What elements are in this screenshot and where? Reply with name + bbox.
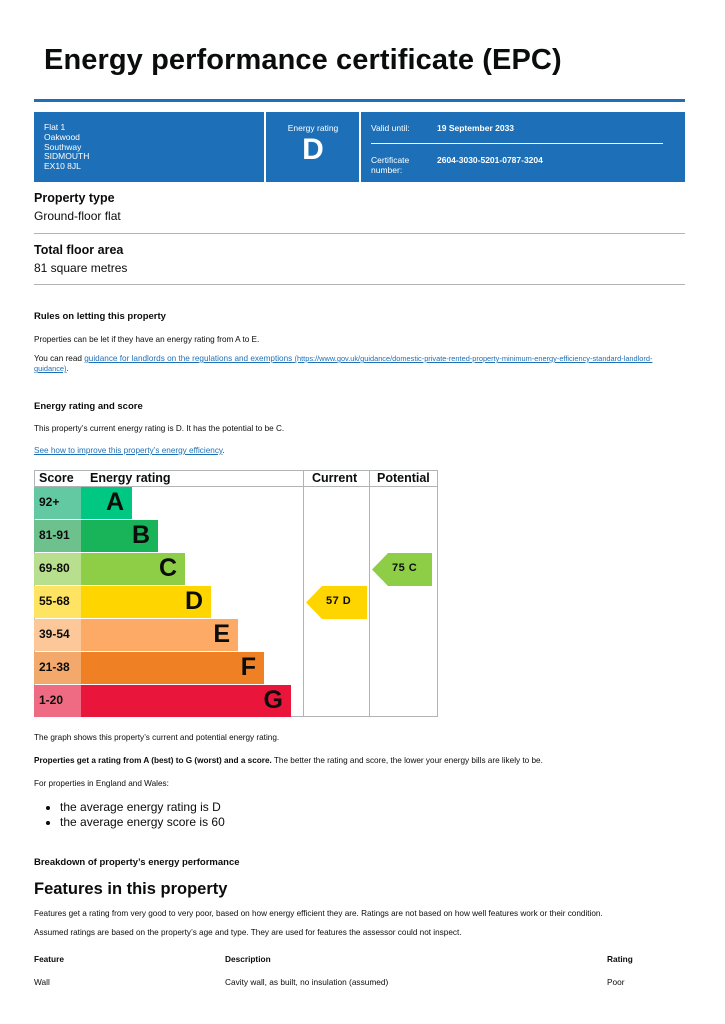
current-rating-arrow-label: 57 D xyxy=(326,595,352,607)
column-header-rating: Rating xyxy=(607,954,633,964)
band-letter: F xyxy=(240,653,256,681)
valid-until-value: 19 September 2033 xyxy=(437,123,515,133)
valid-until-label: Valid until: xyxy=(371,123,410,133)
rating-cell: Poor xyxy=(607,977,625,987)
banner-separator xyxy=(359,112,361,182)
band-letter: D xyxy=(184,587,203,615)
features-heading: Features in this property xyxy=(34,880,228,898)
band-bar-b xyxy=(81,520,158,552)
chart-header-score: Score xyxy=(39,471,74,485)
rating-explanation xyxy=(34,756,543,766)
certificate-number-value: 2604-3030-5201-0787-3204 xyxy=(437,155,543,165)
chart-header-energy-rating: Energy rating xyxy=(90,471,171,485)
floor-area-value: 81 square metres xyxy=(34,261,128,275)
list-item: • the average energy score is 60 xyxy=(60,815,225,830)
band-score-b xyxy=(34,520,81,552)
band-bar-e xyxy=(81,619,238,651)
property-type-value: Ground-floor flat xyxy=(34,209,121,223)
summary-divider xyxy=(34,284,685,285)
potential-rating-arrow xyxy=(372,553,432,586)
band-bar-g xyxy=(81,685,291,717)
band-letter: E xyxy=(213,620,230,648)
column-header-feature: Feature xyxy=(34,954,64,964)
band-score-label: 69-80 xyxy=(39,561,70,575)
band-score-label: 81-91 xyxy=(39,528,70,542)
description-cell: Cavity wall, as built, no insulation (assumed) xyxy=(225,977,389,987)
page-title: Energy performance certificate (EPC) xyxy=(44,44,562,76)
band-score-c xyxy=(34,553,81,585)
rating-heading: Energy rating and score xyxy=(34,401,143,412)
band-score-a xyxy=(34,487,81,519)
letting-text: Properties can be let if they have an energy rating from A to E. xyxy=(34,335,260,344)
guidance-prefix: You can read xyxy=(34,354,85,363)
letting-heading: Rules on letting this property xyxy=(34,311,166,322)
certificate-label-line: Certificate xyxy=(371,155,410,165)
band-score-label: 1-20 xyxy=(39,693,64,707)
list-item: • the average energy rating is D xyxy=(60,800,225,815)
address-line: Oakwood xyxy=(44,131,80,142)
potential-rating-arrow-label: 75 C xyxy=(392,562,418,574)
banner-divider xyxy=(371,143,663,144)
band-letter: B xyxy=(131,521,150,549)
band-score-label: 39-54 xyxy=(39,627,70,641)
rating-text: This property’s current energy rating is D. It has the potential to be C. xyxy=(34,424,285,433)
band-bar-d xyxy=(81,586,211,618)
current-rating-arrow xyxy=(306,586,367,619)
improve-efficiency-link[interactable]: See how to improve this property’s energy efficiency xyxy=(34,446,223,455)
property-address xyxy=(44,123,89,172)
chart-header-current: Current xyxy=(312,471,358,485)
band-score-label: 55-68 xyxy=(39,594,70,608)
address-line: SIDMOUTH xyxy=(44,151,90,162)
feature-cell: Wall xyxy=(34,977,50,987)
energy-rating-letter: D xyxy=(302,133,324,166)
property-type-label: Property type xyxy=(34,191,115,205)
band-score-label: 92+ xyxy=(39,495,60,509)
improve-link-line: See how to improve this property’s energy efficiency. xyxy=(34,446,225,455)
chart-column-rule xyxy=(369,470,370,717)
band-letter: C xyxy=(158,554,177,582)
band-score-g xyxy=(34,685,81,717)
band-score-d xyxy=(34,586,81,618)
england-wales-note: For properties in England and Wales: xyxy=(34,779,169,788)
band-score-label: 21-38 xyxy=(39,660,70,674)
address-line: Southway xyxy=(44,141,82,152)
band-letter: G xyxy=(263,686,283,714)
guidance-link[interactable]: guidance for landlords on the regulations and exemptions (https://www.gov.uk/guidance/domestic-private-rented-property-minimum-energy-efficiency-standard-landlord- guidance) xyxy=(34,354,653,373)
chart-column-rule xyxy=(303,470,304,717)
band-bar-f xyxy=(81,652,264,684)
certificate-number-label xyxy=(371,155,409,175)
band-letter: A xyxy=(105,488,124,516)
column-header-description: Description xyxy=(225,954,271,964)
rating-explanation-rest: The better the rating and score, the lower your energy bills are likely to be. xyxy=(271,756,543,765)
energy-rating-label: Energy rating xyxy=(287,123,339,133)
band-bar-c xyxy=(81,553,185,585)
rating-explanation-bold: Properties get a rating from A (best) to G (worst) and a score. xyxy=(34,756,272,765)
breakdown-heading: Breakdown of property’s energy performance xyxy=(34,857,240,868)
title-divider xyxy=(34,99,685,102)
letting-guidance xyxy=(34,354,685,374)
band-score-f xyxy=(34,652,81,684)
floor-area-label: Total floor area xyxy=(34,243,124,257)
banner-separator xyxy=(264,112,266,182)
energy-rating-chart xyxy=(34,470,438,717)
address-line: EX10 8JL xyxy=(44,161,81,172)
certificate-label-line: number: xyxy=(371,165,403,175)
band-bar-a xyxy=(81,487,132,519)
features-text: Features get a rating from very good to very poor, based on how energy efficient they are. Ratings are not based on how well features work or their condition. xyxy=(34,909,603,918)
graph-note: The graph shows this property’s current and potential energy rating. xyxy=(34,733,280,742)
chart-header-potential: Potential xyxy=(377,471,430,485)
assumed-text: Assumed ratings are based on the property’s age and type. They are used for features the assessor could not inspect. xyxy=(34,928,462,937)
guidance-suffix: . xyxy=(66,364,69,373)
summary-divider xyxy=(34,233,685,234)
averages-list xyxy=(34,800,225,830)
band-score-e xyxy=(34,619,81,651)
certificate-banner xyxy=(34,112,685,182)
address-line: Flat 1 xyxy=(44,122,66,132)
